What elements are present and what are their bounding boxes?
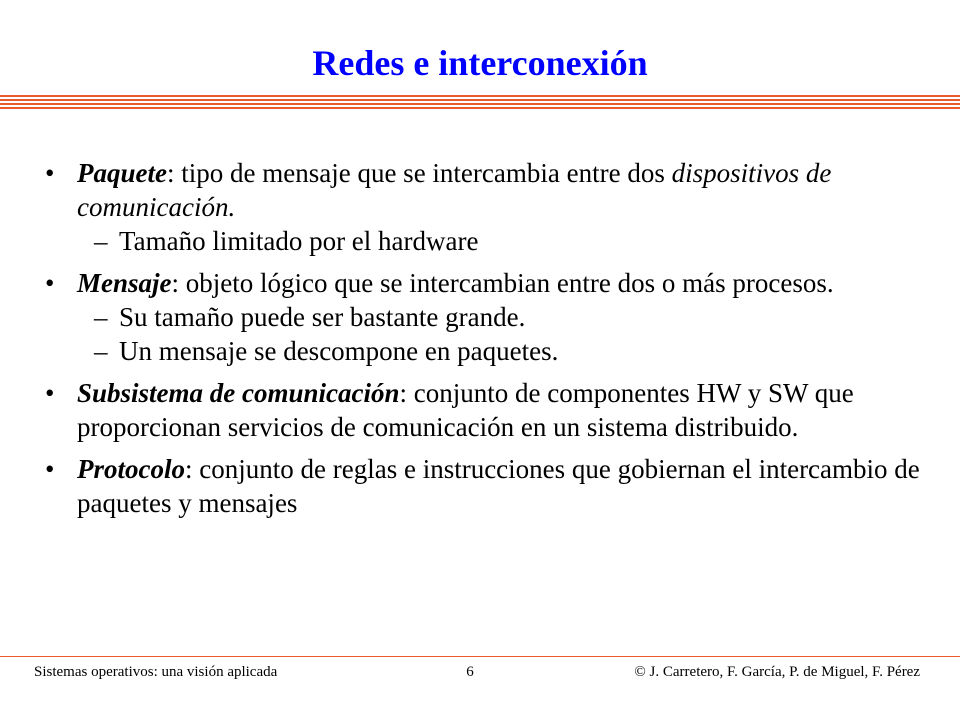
sub-item: [77, 300, 925, 334]
bullet-sep: :: [171, 268, 186, 298]
page-number: 6: [466, 664, 474, 680]
bullet-sep: :: [399, 378, 414, 408]
term-mensaje: Mensaje: [77, 268, 172, 298]
footer-copyright: © J. Carretero, F. García, P. de Miguel, F. Pérez: [634, 664, 920, 680]
bullet-marker: •: [45, 268, 55, 298]
definition-text: conjunto de componentes HW y SW que proporcionan servicios de comunicación en un sistema distribuido.: [77, 378, 854, 442]
sub-item: [77, 224, 925, 258]
sub-marker: –: [94, 226, 108, 256]
bullet-sep: :: [166, 158, 182, 188]
title-rule: [0, 95, 960, 111]
sub-marker: –: [94, 336, 108, 366]
bullet-text: [77, 376, 925, 444]
footer-rule: [0, 656, 960, 657]
definition-text: tipo de mensaje que se intercambia entre dos: [181, 158, 672, 188]
slide-title: Redes e interconexión: [312, 43, 648, 83]
bullet-text: [77, 452, 925, 520]
term-subsistema: Subsistema de comunicación: [77, 378, 400, 408]
bullet-item: [45, 376, 925, 444]
bullet-text: [77, 156, 925, 224]
definition-text: objeto lógico que se intercambian entre dos o más procesos.: [185, 268, 834, 298]
sub-marker: –: [94, 302, 108, 332]
bullet-item: [45, 266, 925, 368]
term-protocolo: Protocolo: [77, 454, 185, 484]
sub-text: Su tamaño puede ser bastante grande.: [119, 302, 526, 332]
bullet-marker: •: [45, 158, 55, 188]
sub-item: [77, 334, 925, 368]
sub-text: Tamaño limitado por el hardware: [119, 226, 479, 256]
bullet-item: [45, 452, 925, 520]
bullet-marker: •: [45, 454, 55, 484]
bullet-item: [45, 156, 925, 258]
slide-body: [45, 156, 925, 528]
sub-text: Un mensaje se descompone en paquetes.: [119, 336, 559, 366]
term-paquete: Paquete: [77, 158, 167, 188]
bullet-marker: •: [45, 378, 55, 408]
bullet-text: [77, 266, 925, 300]
definition-text: conjunto de reglas e instrucciones que gobiernan el intercambio de paquetes y mensajes: [77, 454, 920, 518]
bullet-sep: :: [185, 454, 200, 484]
footer-book-title: Sistemas operativos: una visión aplicada: [34, 664, 278, 680]
definition-italic: dispositivos de comunicación.: [77, 158, 832, 222]
